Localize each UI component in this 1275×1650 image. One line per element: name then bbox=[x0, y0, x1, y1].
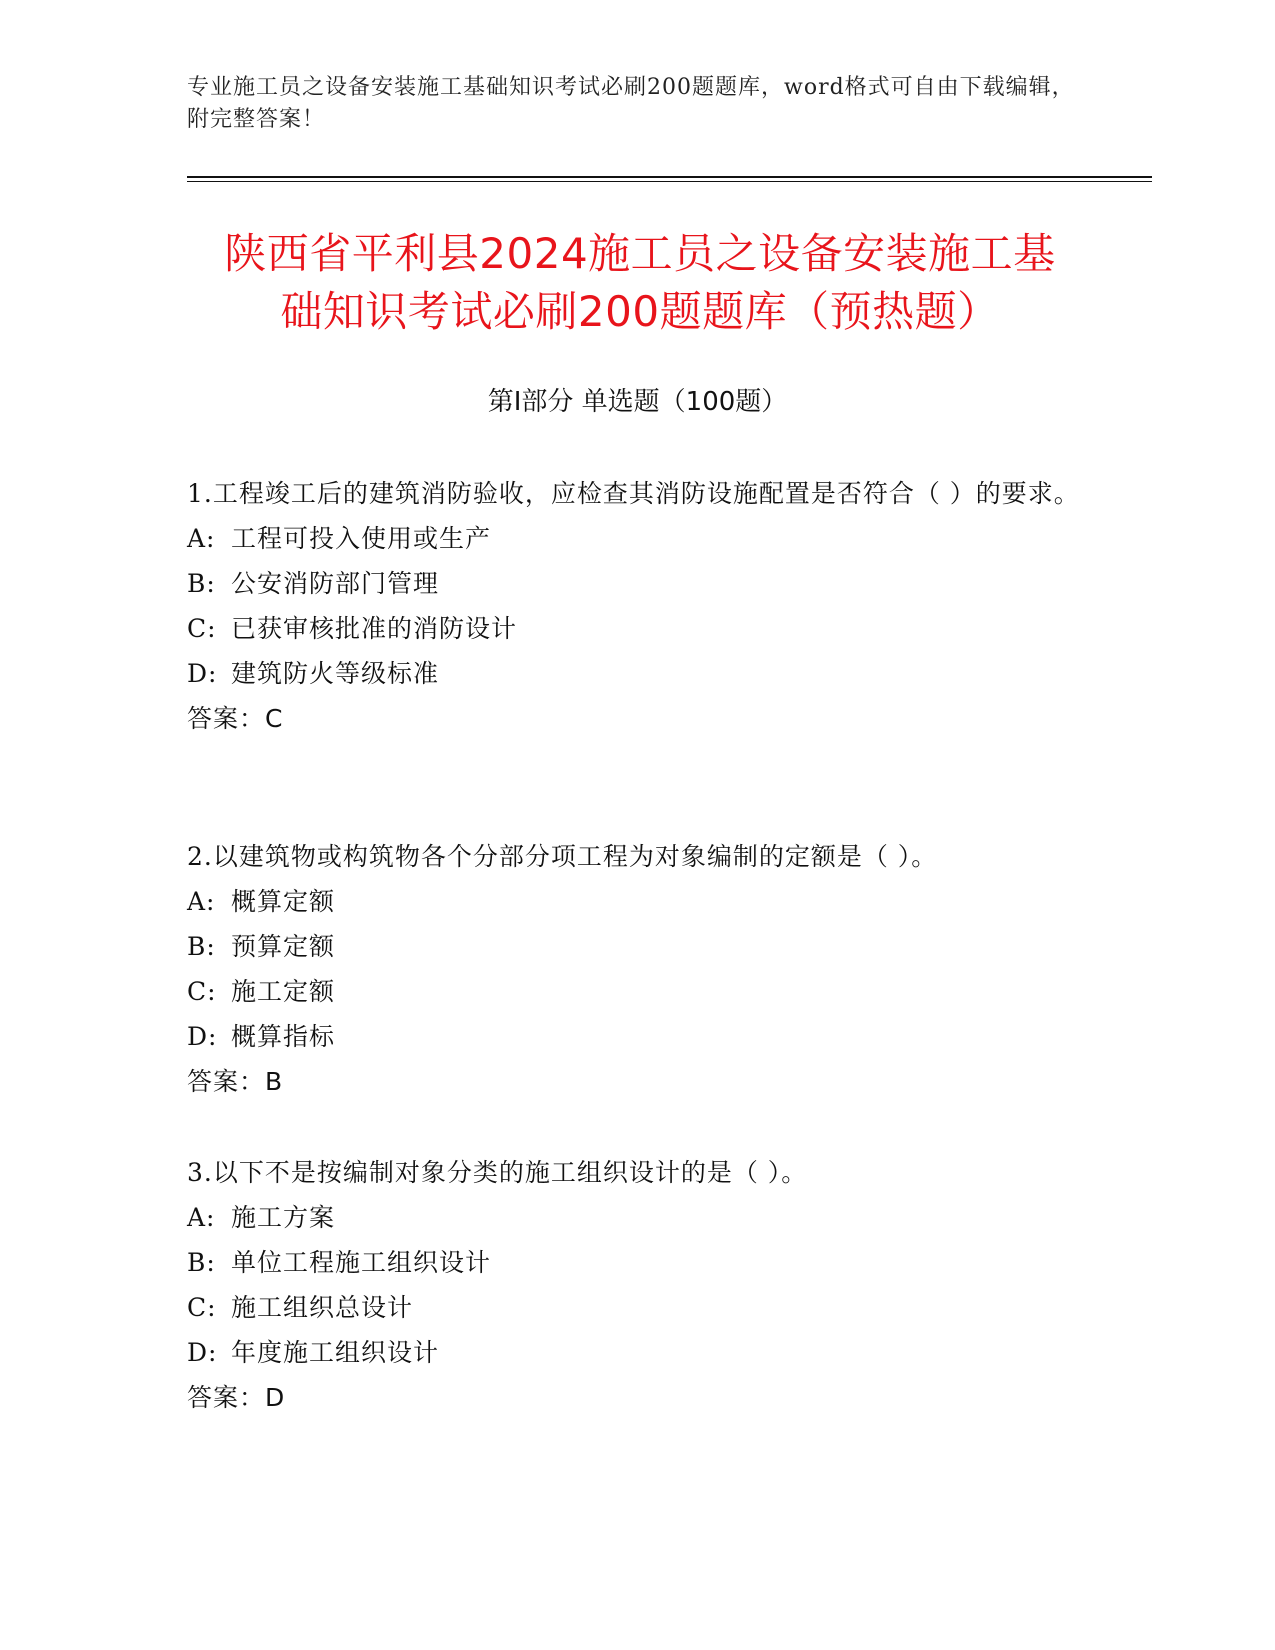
option-letter: A: bbox=[187, 887, 216, 916]
document-title bbox=[160, 225, 1120, 341]
question-block bbox=[187, 471, 1087, 741]
option-letter: C: bbox=[187, 614, 217, 643]
option-c bbox=[187, 1285, 1087, 1330]
option-text: 预算定额 bbox=[231, 932, 336, 961]
answer: 答案：C bbox=[187, 704, 284, 733]
option-text: 建筑防火等级标准 bbox=[231, 659, 440, 688]
option-letter: A: bbox=[187, 1203, 216, 1232]
option-b bbox=[187, 1240, 1087, 1285]
option-d bbox=[187, 1330, 1087, 1375]
option-b bbox=[187, 561, 1087, 606]
header-divider bbox=[187, 176, 1152, 178]
section-title: 第I部分 单选题（100题） bbox=[487, 387, 788, 417]
option-letter: D: bbox=[187, 1338, 218, 1367]
option-b bbox=[187, 924, 1087, 969]
document-title-line-1: 陕西省平利县2024施工员之设备安装施工基 bbox=[224, 229, 1056, 278]
option-a bbox=[187, 516, 1087, 561]
answer: 答案：B bbox=[187, 1067, 284, 1096]
option-text: 概算定额 bbox=[231, 887, 336, 916]
question-text: 1.工程竣工后的建筑消防验收，应检查其消防设施配置是否符合（ ）的要求。 bbox=[187, 479, 1080, 508]
question-block bbox=[187, 834, 1087, 1104]
option-text: 施工方案 bbox=[231, 1203, 336, 1232]
answer: 答案：D bbox=[187, 1383, 286, 1412]
option-d bbox=[187, 1014, 1087, 1059]
option-text: 公安消防部门管理 bbox=[231, 569, 440, 598]
option-text: 单位工程施工组织设计 bbox=[231, 1248, 492, 1277]
option-text: 工程可投入使用或生产 bbox=[231, 524, 492, 553]
option-text: 概算指标 bbox=[231, 1022, 336, 1051]
option-letter: C: bbox=[187, 1293, 217, 1322]
option-a bbox=[187, 879, 1087, 924]
option-d bbox=[187, 651, 1087, 696]
option-text: 已获审核批准的消防设计 bbox=[231, 614, 518, 643]
header-note: 专业施工员之设备安装施工基础知识考试必刷200题题库，word格式可自由下载编辑，附完整答案！ bbox=[187, 75, 1075, 132]
option-text: 年度施工组织设计 bbox=[231, 1338, 440, 1367]
question-block bbox=[187, 1150, 1087, 1420]
option-c bbox=[187, 606, 1087, 651]
option-letter: D: bbox=[187, 659, 218, 688]
header-divider-thin bbox=[187, 181, 1152, 182]
option-letter: B: bbox=[187, 569, 216, 598]
option-letter: B: bbox=[187, 932, 216, 961]
option-letter: A: bbox=[187, 524, 216, 553]
question-text: 3.以下不是按编制对象分类的施工组织设计的是（ ）。 bbox=[187, 1158, 808, 1187]
document-title-line-2: 础知识考试必刷200题题库（预热题） bbox=[280, 287, 1000, 336]
option-a bbox=[187, 1195, 1087, 1240]
option-letter: D: bbox=[187, 1022, 218, 1051]
option-text: 施工组织总设计 bbox=[231, 1293, 414, 1322]
option-letter: B: bbox=[187, 1248, 216, 1277]
question-text: 2.以建筑物或构筑物各个分部分项工程为对象编制的定额是（ ）。 bbox=[187, 842, 938, 871]
option-text: 施工定额 bbox=[231, 977, 336, 1006]
option-c bbox=[187, 969, 1087, 1014]
option-letter: C: bbox=[187, 977, 217, 1006]
